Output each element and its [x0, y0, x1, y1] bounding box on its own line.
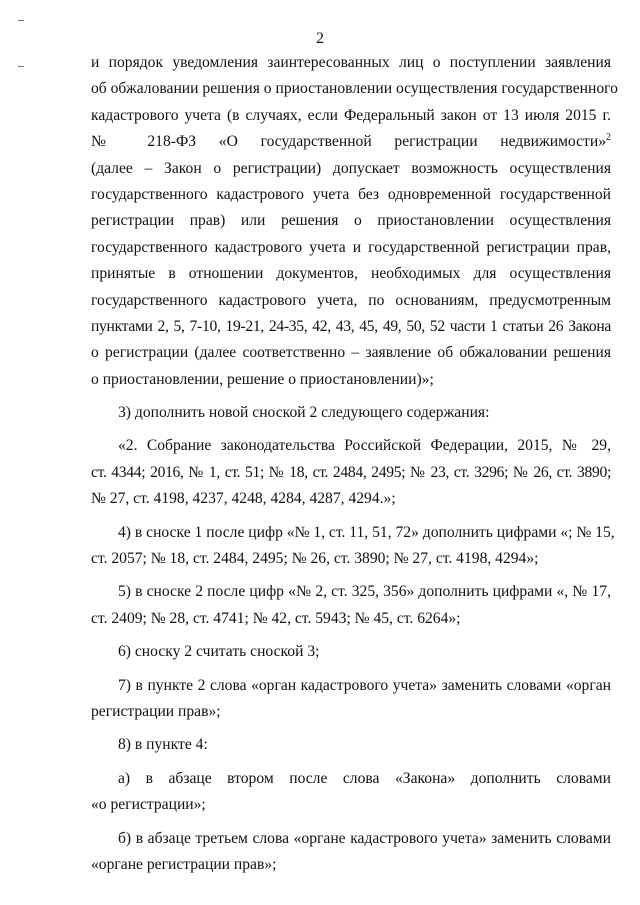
- text-line: 5) в сноске 2 после цифр «№ 2, ст. 325, 356» дополнить цифрами «, № 17,: [118, 583, 611, 601]
- text-line: 6) сноску 2 считать сноской 3;: [118, 643, 320, 661]
- paragraph: [91, 433, 611, 512]
- text-line: о приостановлении, решение о приостановлении)»;: [91, 370, 434, 388]
- paragraph: [91, 639, 611, 665]
- text-line: ст. 2409; № 28, ст. 4741; № 42, ст. 5943; № 45, ст. 6264»;: [91, 609, 461, 627]
- text-line: кадастрового учета (в случаях, если Федеральный закон от 13 июля 2015 г.: [91, 106, 611, 124]
- text-line: 4) в сноске 1 после цифр «№ 1, ст. 11, 51, 72» дополнить цифрами «; № 15,: [118, 523, 615, 541]
- text-line-content: № 218-ФЗ «О государственной регистрации недвижимости»: [91, 133, 606, 151]
- text-line: ст. 2057; № 18, ст. 2484, 2495; № 26, ст. 3890; № 27, ст. 4198, 4294»;: [91, 550, 539, 568]
- text-line: «органе регистрации прав»;: [91, 855, 277, 873]
- document-body: [91, 50, 618, 878]
- paragraph: [91, 826, 611, 879]
- text-line: об обжаловании решения о приостановлении осуществления государственного: [91, 80, 618, 98]
- text-line: и порядок уведомления заинтересованных лиц о поступлении заявления: [91, 54, 611, 71]
- text-line: 3) дополнить новой сноской 2 следующего содержания:: [118, 404, 490, 422]
- text-line: государственного кадастрового учета, по основаниям, предусмотренным: [91, 291, 611, 309]
- paragraph: [91, 766, 611, 819]
- margin-mark: [18, 20, 24, 21]
- page-number: 2: [316, 30, 324, 47]
- text-line: регистрации прав) или решения о приостановлении осуществления: [91, 212, 611, 230]
- text-line: о регистрации (далее соответственно – заявление об обжаловании решения: [91, 344, 611, 362]
- text-line: ст. 4344; 2016, № 1, ст. 51; № 18, ст. 2484, 2495; № 23, ст. 3296; № 26, ст. 3890;: [91, 463, 611, 481]
- text-line: государственного кадастрового учета и государственной регистрации прав,: [91, 238, 611, 256]
- text-line: принятые в отношении документов, необходимых для осуществления: [91, 265, 611, 283]
- paragraph: [91, 520, 615, 573]
- text-line: «2. Собрание законодательства Российской Федерации, 2015, № 29,: [118, 437, 611, 455]
- text-line: 7) в пункте 2 слова «орган кадастрового учета» заменить словами «орган: [118, 676, 611, 694]
- text-line: «о регистрации»;: [91, 796, 206, 814]
- margin-mark: [18, 66, 24, 67]
- text-line: пунктами 2, 5, 7-10, 19-21, 24-35, 42, 43, 45, 49, 50, 52 части 1 статьи 26 Закона: [91, 317, 611, 335]
- footnote-reference: 2: [606, 132, 611, 144]
- text-line: [91, 129, 611, 155]
- text-line: б) в абзаце третьем слова «органе кадастрового учета» заменить словами: [118, 829, 611, 847]
- text-line: (далее – Закон о регистрации) допускает возможность осуществления: [91, 159, 611, 177]
- text-line: регистрации прав»;: [91, 702, 221, 720]
- text-line: № 27, ст. 4198, 4237, 4248, 4284, 4287, 4294.»;: [91, 490, 396, 508]
- paragraph: [91, 732, 611, 758]
- paragraph: [91, 400, 611, 426]
- text-line: а) в абзаце втором после слова «Закона» дополнить словами: [118, 769, 611, 787]
- paragraph: [91, 673, 611, 726]
- paragraph: [91, 50, 618, 393]
- text-line: государственного кадастрового учета без одновременной государственной: [91, 185, 611, 203]
- text-line: 8) в пункте 4:: [118, 736, 208, 754]
- paragraph: [91, 579, 611, 632]
